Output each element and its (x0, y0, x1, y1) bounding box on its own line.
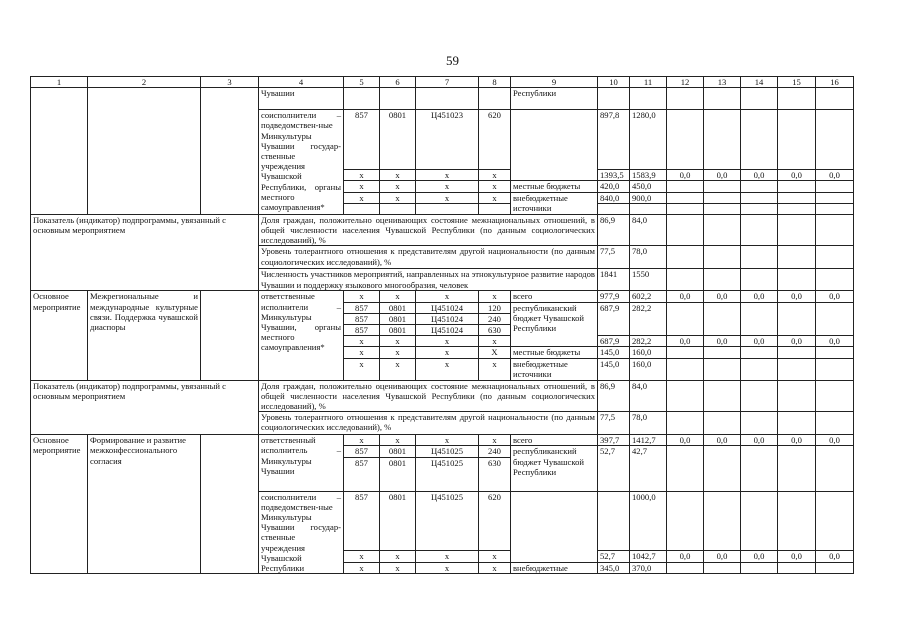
cell: x (416, 551, 479, 563)
cell: x (380, 181, 416, 192)
cell: Ц451025 (416, 491, 479, 551)
cell (816, 491, 854, 551)
cell (667, 347, 704, 358)
col-num: 11 (630, 77, 667, 88)
cell (778, 446, 816, 491)
cell (630, 88, 667, 110)
cell (778, 562, 816, 574)
cell (741, 269, 778, 291)
cell: 420,0 (598, 181, 630, 192)
cell (667, 246, 704, 269)
cell: 0,0 (741, 435, 778, 446)
col-num: 4 (259, 77, 344, 88)
indicator-label: Показатель (индикатор) подпрограммы, увязанный с основным мероприятием (31, 214, 259, 291)
cell: 0,0 (667, 336, 704, 347)
cell: 857 (344, 457, 380, 491)
cell: 630 (479, 457, 511, 491)
cell: 84,0 (630, 214, 667, 246)
cell: 42,7 (630, 446, 667, 491)
cell (778, 358, 816, 380)
cell (816, 269, 854, 291)
cell (704, 269, 741, 291)
col-num: 16 (816, 77, 854, 88)
cell: 0801 (380, 302, 416, 313)
cell (667, 302, 704, 336)
cell (416, 203, 479, 214)
cell: 857 (344, 302, 380, 313)
cell: x (380, 192, 416, 203)
cell (704, 446, 741, 491)
cell (741, 380, 778, 412)
cell (201, 291, 259, 380)
cell (816, 181, 854, 192)
cell: 78,0 (630, 246, 667, 269)
cell: Республики (511, 88, 598, 110)
cell: 0801 (380, 457, 416, 491)
cell: x (344, 347, 380, 358)
cell (704, 347, 741, 358)
cell (741, 347, 778, 358)
cell: 1841 (598, 269, 630, 291)
cell: местные бюджеты (511, 347, 598, 358)
cell (741, 446, 778, 491)
cell (778, 246, 816, 269)
cell (667, 358, 704, 380)
cell: 0,0 (741, 336, 778, 347)
cell: x (380, 435, 416, 446)
cell: 145,0 (598, 347, 630, 358)
cell (704, 214, 741, 246)
cell: Чувашии (259, 88, 344, 110)
cell (741, 214, 778, 246)
col-num: 5 (344, 77, 380, 88)
cell: 86,9 (598, 214, 630, 246)
cell (31, 88, 88, 215)
cell: 687,9 (598, 336, 630, 347)
cell: 0,0 (704, 170, 741, 181)
cell (667, 562, 704, 574)
cell: 282,2 (630, 336, 667, 347)
cell: 450,0 (630, 181, 667, 192)
cell (511, 491, 598, 562)
cell (416, 88, 479, 110)
table-row (31, 435, 854, 446)
cell (778, 181, 816, 192)
cell: 78,0 (630, 412, 667, 435)
cell (704, 302, 741, 336)
cell (741, 203, 778, 214)
col-num: 1 (31, 77, 88, 88)
cell: x (479, 562, 511, 574)
cell (704, 562, 741, 574)
cell: 620 (479, 491, 511, 551)
cell (704, 491, 741, 551)
cell: 52,7 (598, 446, 630, 491)
cell: x (416, 435, 479, 446)
cell (704, 110, 741, 170)
event-type: Основное мероприятие (31, 291, 88, 380)
cell: 397,7 (598, 435, 630, 446)
cell (778, 347, 816, 358)
cell: x (479, 358, 511, 380)
cell: x (416, 562, 479, 574)
cell: x (479, 435, 511, 446)
cell: x (344, 336, 380, 347)
cell: 282,2 (630, 302, 667, 336)
cell (667, 192, 704, 203)
cell: 345,0 (598, 562, 630, 574)
cell (778, 380, 816, 412)
cell: x (344, 291, 380, 302)
cell: x (416, 192, 479, 203)
cell: 0,0 (816, 551, 854, 563)
cell: 1550 (630, 269, 667, 291)
cell: 857 (344, 446, 380, 457)
cell: x (416, 170, 479, 181)
cell: 0801 (380, 325, 416, 336)
cell: 857 (344, 313, 380, 324)
column-number-row (31, 77, 854, 88)
cell: x (416, 336, 479, 347)
table-row (31, 88, 854, 110)
cell: x (380, 358, 416, 380)
cell: 0,0 (816, 170, 854, 181)
cell: x (479, 192, 511, 203)
cell (667, 88, 704, 110)
cell: 900,0 (630, 192, 667, 203)
cell: 145,0 (598, 358, 630, 380)
cell: 0,0 (816, 336, 854, 347)
cell (667, 269, 704, 291)
cell (816, 214, 854, 246)
cell: 0,0 (741, 551, 778, 563)
cell: 0801 (380, 110, 416, 170)
col-num: 15 (778, 77, 816, 88)
cell: 0,0 (704, 336, 741, 347)
cell (778, 110, 816, 170)
cell: x (479, 336, 511, 347)
cell (667, 181, 704, 192)
cell: 0,0 (667, 170, 704, 181)
cell: x (344, 181, 380, 192)
cell (816, 347, 854, 358)
col-num: 3 (201, 77, 259, 88)
cell (816, 110, 854, 170)
cell (630, 203, 667, 214)
cell: x (344, 170, 380, 181)
cell (778, 88, 816, 110)
cell: 897,8 (598, 110, 630, 170)
cell: 0,0 (704, 291, 741, 302)
indicator-label: Показатель (индикатор) подпрограммы, увязанный с основным мероприятием (31, 380, 259, 435)
cell (704, 412, 741, 435)
cell (704, 181, 741, 192)
cell: 0801 (380, 313, 416, 324)
cell: 0801 (380, 491, 416, 551)
cell: 1412,7 (630, 435, 667, 446)
cell (741, 192, 778, 203)
indicator-text: Уровень толерантного отношения к представителям другой национальности (по данным социологических исследований), % (259, 246, 598, 269)
indicator-row (31, 380, 854, 412)
cell (816, 246, 854, 269)
cell (741, 491, 778, 551)
cell: 0,0 (778, 170, 816, 181)
cell: 370,0 (630, 562, 667, 574)
cell (778, 491, 816, 551)
cell: 1000,0 (630, 491, 667, 551)
cell (88, 88, 201, 215)
cell: 0,0 (704, 551, 741, 563)
cell (667, 110, 704, 170)
cell: 0,0 (704, 435, 741, 446)
cell: x (380, 347, 416, 358)
cell: X (479, 347, 511, 358)
cell: x (479, 170, 511, 181)
cell: внебюджетные (511, 562, 598, 574)
cell: 240 (479, 313, 511, 324)
cell: 1042,7 (630, 551, 667, 563)
cell: x (344, 562, 380, 574)
executor-cell: ответственные исполнители – Минкультуры Чувашии, органы местного самоуправления* (259, 291, 344, 380)
cell (667, 446, 704, 491)
cell: Ц451024 (416, 302, 479, 313)
cell (741, 412, 778, 435)
cell (816, 302, 854, 336)
cell: республиканский бюджет Чувашской Республики (511, 302, 598, 347)
cell: 857 (344, 325, 380, 336)
cell: местные бюджеты (511, 181, 598, 192)
cell (380, 203, 416, 214)
cell: Ц451025 (416, 446, 479, 457)
event-name: Формирование и развитие межконфессионального согласия (88, 435, 201, 574)
cell (741, 358, 778, 380)
cell (598, 491, 630, 551)
cell (741, 246, 778, 269)
cell (479, 88, 511, 110)
cell (704, 380, 741, 412)
cell (667, 412, 704, 435)
cell: 160,0 (630, 347, 667, 358)
event-name: Межрегиональные и международные культурные связи. Поддержка чувашской диаспоры (88, 291, 201, 380)
cell (704, 246, 741, 269)
col-num: 14 (741, 77, 778, 88)
col-num: 6 (380, 77, 416, 88)
cell: x (380, 336, 416, 347)
program-table (30, 76, 854, 574)
cell: x (479, 181, 511, 192)
cell: 77,5 (598, 246, 630, 269)
cell (778, 203, 816, 214)
cell: 1280,0 (630, 110, 667, 170)
col-num: 8 (479, 77, 511, 88)
cell (778, 302, 816, 336)
cell: x (344, 551, 380, 563)
cell: x (380, 291, 416, 302)
cell: 0,0 (667, 291, 704, 302)
cell: x (380, 562, 416, 574)
cell: x (344, 358, 380, 380)
cell: 840,0 (598, 192, 630, 203)
cell: 1393,5 (598, 170, 630, 181)
cell: 0,0 (778, 435, 816, 446)
cell: 687,9 (598, 302, 630, 336)
cell (704, 203, 741, 214)
cell: x (416, 347, 479, 358)
cell: x (380, 170, 416, 181)
cell (479, 203, 511, 214)
cell (667, 491, 704, 551)
cell: 1583,9 (630, 170, 667, 181)
cell: внебюджетные источники (511, 358, 598, 380)
cell: 86,9 (598, 380, 630, 412)
cell: 0,0 (667, 435, 704, 446)
cell: 0,0 (741, 291, 778, 302)
cell (201, 435, 259, 574)
cell (667, 203, 704, 214)
cell (741, 562, 778, 574)
cell: x (479, 551, 511, 563)
indicator-text: Численность участников мероприятий, направленных на этнокультурное развитие народов Чувашии и поддержку языкового многообразия, человек (259, 269, 598, 291)
cell: 977,9 (598, 291, 630, 302)
cell: Ц451024 (416, 325, 479, 336)
col-num: 12 (667, 77, 704, 88)
cell: всего (511, 435, 598, 446)
indicator-text: Уровень толерантного отношения к представителям другой национальности (по данным социологических исследований), % (259, 412, 598, 435)
cell (778, 192, 816, 203)
cell: Ц451024 (416, 313, 479, 324)
cell (741, 181, 778, 192)
cell (667, 214, 704, 246)
cell: 602,2 (630, 291, 667, 302)
cell (816, 446, 854, 491)
cell: 0,0 (667, 551, 704, 563)
cell (816, 192, 854, 203)
col-num: 10 (598, 77, 630, 88)
cell: x (416, 291, 479, 302)
cell: 240 (479, 446, 511, 457)
executor-cell: соисполнители – подведомствен-ные Минкультуры Чувашии государ-ственные учреждения Чувашской Республики, органы местного самоуправления* (259, 110, 344, 215)
cell (667, 380, 704, 412)
cell (598, 88, 630, 110)
executor-cell: ответственный исполнитель – Минкультуры Чувашии (259, 435, 344, 491)
cell (816, 203, 854, 214)
cell (201, 88, 259, 215)
cell (704, 88, 741, 110)
cell: 52,7 (598, 551, 630, 563)
cell: 0,0 (816, 291, 854, 302)
col-num: 2 (88, 77, 201, 88)
cell (344, 88, 380, 110)
cell (511, 110, 598, 181)
cell (741, 88, 778, 110)
cell (344, 203, 380, 214)
cell (778, 412, 816, 435)
cell: x (416, 358, 479, 380)
cell: 857 (344, 491, 380, 551)
cell: 620 (479, 110, 511, 170)
cell: x (416, 181, 479, 192)
cell (778, 269, 816, 291)
cell (741, 302, 778, 336)
cell: 0,0 (741, 170, 778, 181)
table-row (31, 291, 854, 302)
cell (380, 88, 416, 110)
cell (704, 192, 741, 203)
cell: 77,5 (598, 412, 630, 435)
executor-cell: соисполнители – подведомствен-ные Минкультуры Чувашии государ-ственные учреждения Чувашской Республики (259, 491, 344, 574)
cell: внебюджетные источники (511, 192, 598, 214)
cell: x (380, 551, 416, 563)
cell: 0801 (380, 446, 416, 457)
page-number: 59 (446, 53, 459, 68)
indicator-text: Доля граждан, положительно оценивающих состояние межнациональных отношений, в общей численности населения Чувашской Республики (по данным социологических исследований), % (259, 214, 598, 246)
col-num: 7 (416, 77, 479, 88)
cell (598, 203, 630, 214)
cell (741, 110, 778, 170)
col-num: 13 (704, 77, 741, 88)
indicator-text: Доля граждан, положительно оценивающих состояние межнациональных отношений, в общей численности населения Чувашской Республики (по данным социологических исследований), % (259, 380, 598, 412)
cell: 630 (479, 325, 511, 336)
cell: всего (511, 291, 598, 302)
cell (704, 358, 741, 380)
event-type: Основное мероприятие (31, 435, 88, 574)
cell: 160,0 (630, 358, 667, 380)
cell: Ц451025 (416, 457, 479, 491)
cell: Ц451023 (416, 110, 479, 170)
cell: 0,0 (778, 336, 816, 347)
cell (778, 214, 816, 246)
cell: 0,0 (816, 435, 854, 446)
cell: x (479, 291, 511, 302)
cell: 0,0 (778, 291, 816, 302)
indicator-row (31, 214, 854, 246)
cell: 857 (344, 110, 380, 170)
cell (816, 88, 854, 110)
cell (816, 358, 854, 380)
col-num: 9 (511, 77, 598, 88)
cell (816, 412, 854, 435)
cell: 120 (479, 302, 511, 313)
cell: 84,0 (630, 380, 667, 412)
cell: x (344, 192, 380, 203)
cell (816, 562, 854, 574)
cell: x (344, 435, 380, 446)
cell: 0,0 (778, 551, 816, 563)
cell: республиканский бюджет Чувашской Республики (511, 446, 598, 491)
cell (816, 380, 854, 412)
